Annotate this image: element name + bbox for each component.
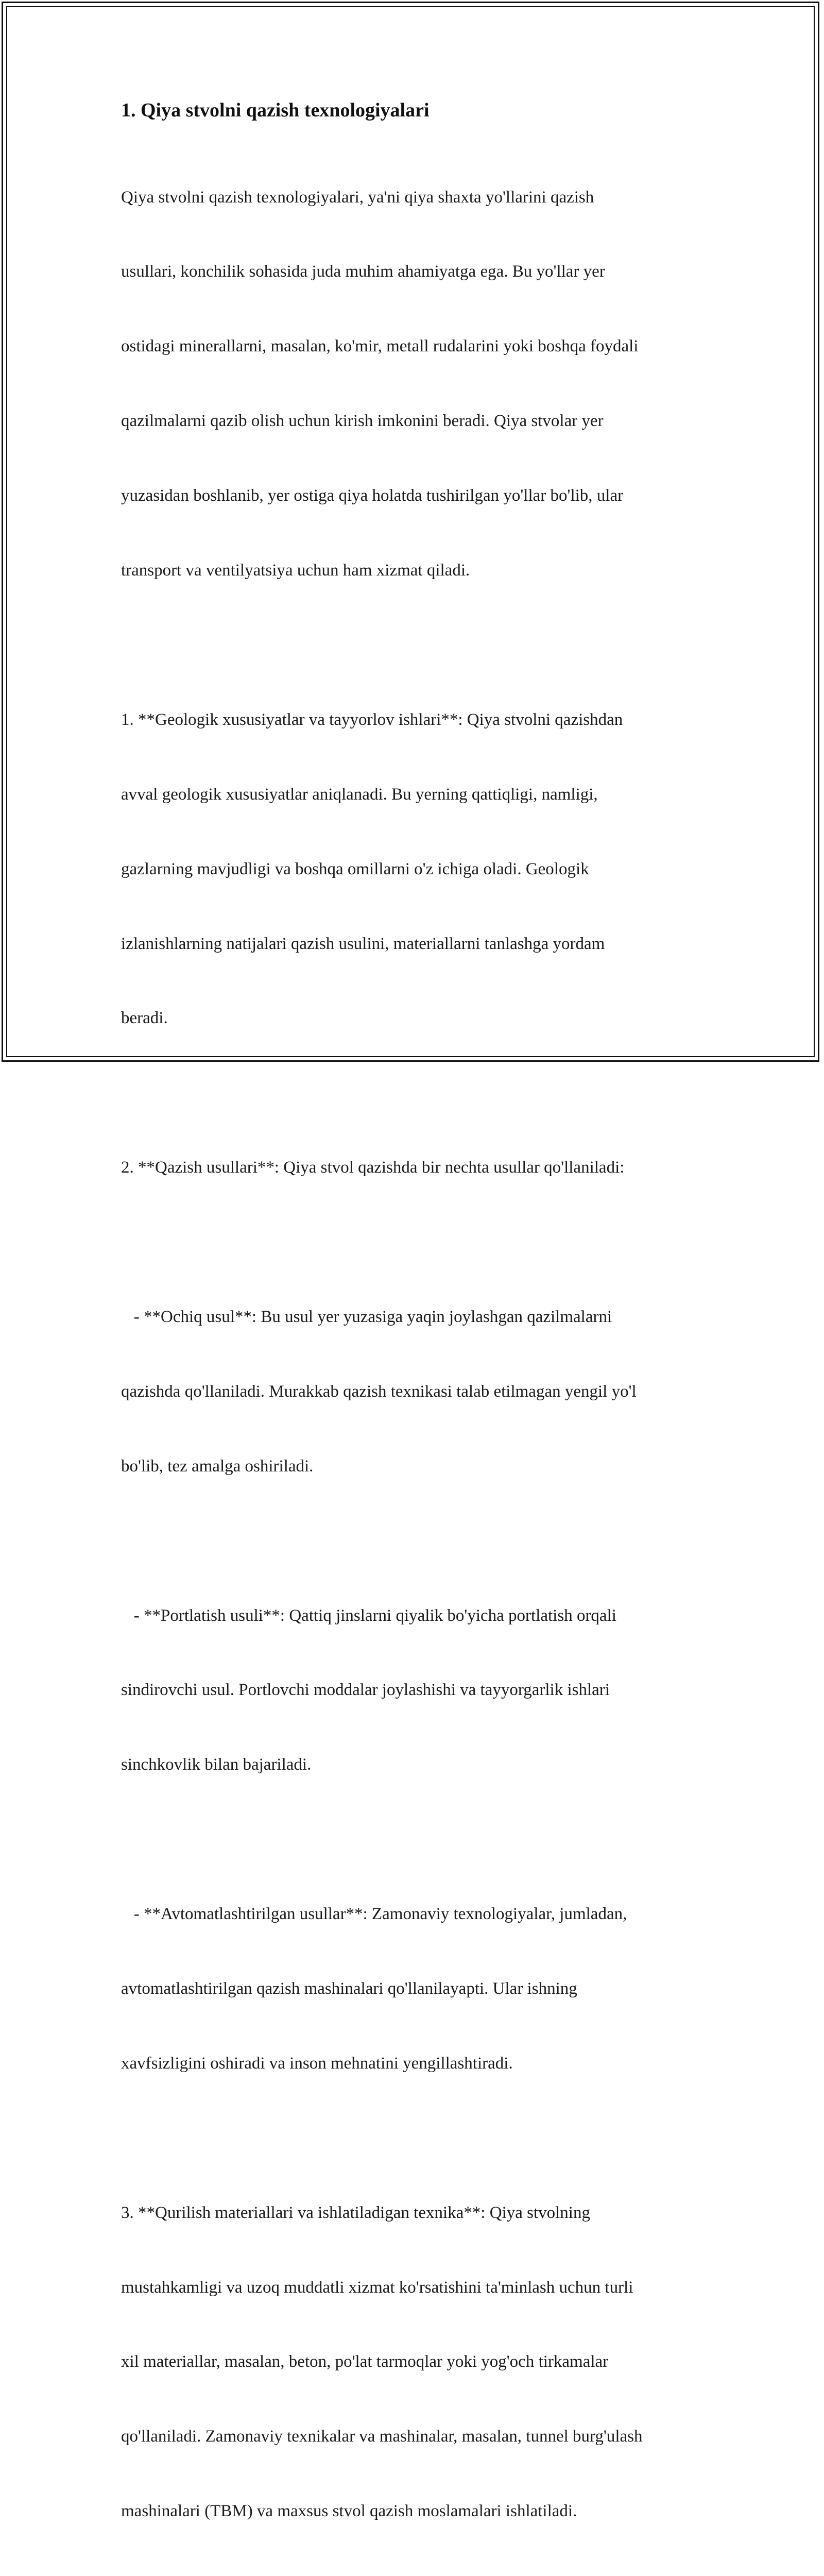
open-method-paragraph (121, 1255, 708, 1528)
text-line: mashinalari (TBM) va maxsus stvol qazish moslamalari ishlatiladi. (121, 2502, 577, 2521)
text-line: avval geologik xususiyatlar aniqlanadi. Bu yerning qattiqligi, namligi, (121, 785, 598, 804)
text-line: xil materiallar, masalan, beton, po'lat tarmoqlar yoki yog'och tirkamalar (121, 2352, 609, 2371)
text-line: xavfsizligini oshiradi va inson mehnatini yengillashtiradi. (121, 2054, 513, 2073)
text-line: transport va ventilyatsiya uchun ham xizmat qiladi. (121, 561, 470, 580)
text-line: yuzasidan boshlanib, yer ostiga qiya holatda tushirilgan yo'llar bo'lib, ular (121, 486, 624, 505)
text-line: izlanishlarning natijalari qazish usulini, materiallarni tanlashga yordam (121, 934, 605, 953)
text-line: 3. **Qurilish materiallari va ishlatiladigan texnika**: Qiya stvolning (121, 2203, 590, 2222)
text-line: mustahkamligi va uzoq muddatli xizmat ko'rsatishini ta'minlash uchun turli (121, 2278, 633, 2297)
text-line: - **Avtomatlashtirilgan usullar**: Zamonaviy texnologiyalar, jumladan, (121, 1905, 627, 1924)
text-line: gazlarning mavjudligi va boshqa omillarni o'z ichiga oladi. Geologik (121, 859, 589, 878)
text-line: - **Ochiq usul**: Bu usul yer yuzasiga yaqin joylashgan qazilmalarni (121, 1307, 612, 1326)
text-line: sindirovchi usul. Portlovchi moddalar joylashishi va tayyorgarlik ishlari (121, 1681, 610, 1700)
text-line: - **Portlatish usuli**: Qattiq jinslarni qiyalik bo'yicha portlatish orqali (121, 1606, 616, 1625)
text-line: qazilmalarni qazib olish uchun kirish imkonini beradi. Qiya stvolar yer (121, 412, 604, 431)
text-line: bo'lib, tez amalga oshiriladi. (121, 1456, 314, 1476)
text-line: ostidagi minerallarni, masalan, ko'mir, metall rudalarini yoki boshqa foydali (121, 337, 639, 356)
text-line: Qiya stvolni qazish texnologiyalari, ya'ni qiya shaxta yo'llarini qazish (121, 188, 594, 207)
methods-paragraph (121, 1106, 708, 1230)
text-line: avtomatlashtirilgan qazish mashinalari qo'llanilayapti. Ular ishning (121, 1979, 577, 1998)
text-line: sinchkovlik bilan bajariladi. (121, 1755, 312, 1774)
blasting-method-paragraph (121, 1553, 708, 1827)
geology-paragraph (121, 657, 708, 1080)
text-line: usullari, konchilik sohasida juda muhim ahamiyatga ega. Bu yo'llar yer (121, 262, 605, 281)
text-line: qo'llaniladi. Zamonaviy texnikalar va mashinalar, masalan, tunnel burg'ulash (121, 2427, 643, 2446)
text-line: 1. **Geologik xususiyatlar va tayyorlov ishlari**: Qiya stvolni qazishdan (121, 710, 623, 729)
text-line: 2. **Qazish usullari**: Qiya stvol qazishda bir nechta usullar qo'llaniladi: (121, 1158, 625, 1177)
document-heading: 1. Qiya stvolni qazish texnologiyalari (121, 99, 430, 121)
text-line: beradi. (121, 1009, 168, 1028)
text-line: qazishda qo'llaniladi. Murakkab qazish texnikasi talab etilmagan yengil yo'l (121, 1382, 637, 1401)
document-body (121, 96, 708, 2576)
materials-paragraph (121, 2150, 708, 2573)
automated-method-paragraph (121, 1852, 708, 2125)
intro-paragraph (121, 135, 708, 633)
